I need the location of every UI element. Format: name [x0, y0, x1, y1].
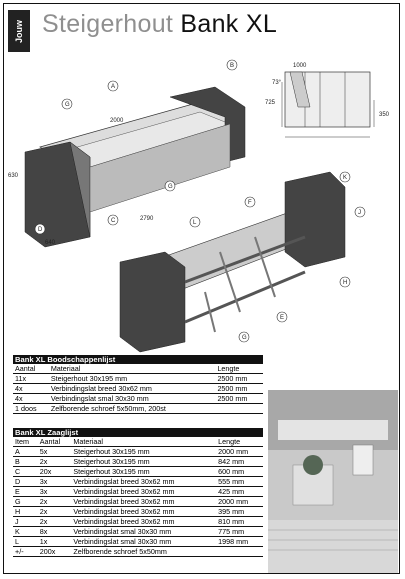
cell: 2000 mm: [216, 497, 263, 507]
cell: +/-: [13, 547, 38, 557]
cell: 2000 mm: [216, 447, 263, 457]
saw-list-table: [13, 428, 263, 557]
bench-frame-drawing: [120, 172, 365, 352]
cell: 11x: [13, 374, 49, 384]
cell: 4x: [13, 394, 49, 404]
table-row: [13, 457, 263, 467]
table-row: [13, 447, 263, 457]
label-l: L: [193, 220, 197, 226]
cell: 3x: [38, 487, 72, 497]
cell: 1x: [38, 537, 72, 547]
cell: 555 mm: [216, 477, 263, 487]
dim-depth: 640: [45, 240, 56, 246]
table-row: [13, 497, 263, 507]
table-row: [13, 374, 263, 384]
cell: 395 mm: [216, 507, 263, 517]
label-c: C: [111, 218, 116, 224]
table-row: [13, 384, 263, 394]
table-row: [13, 404, 263, 414]
shopping-title: Bank XL Boodschappenlijst: [13, 355, 263, 364]
cell: [216, 547, 263, 557]
cell: 4x: [13, 384, 49, 394]
shopping-header-materiaal: Materiaal: [49, 364, 216, 374]
label-k: K: [343, 175, 348, 181]
bench-assembled-drawing: [8, 60, 245, 247]
cell: 5x: [38, 447, 72, 457]
table-row: [13, 517, 263, 527]
cell: D: [13, 477, 38, 487]
cell: Verbindingslat breed 30x62 mm: [49, 384, 216, 394]
title-dark: Bank XL: [180, 10, 278, 38]
cell: Verbindingslat breed 30x62 mm: [71, 487, 216, 497]
table-row: [13, 394, 263, 404]
page-title: [42, 10, 277, 39]
cell: L: [13, 537, 38, 547]
label-e: E: [280, 315, 285, 321]
cell: 2x: [38, 507, 72, 517]
label-j: J: [358, 210, 361, 216]
cell: E: [13, 487, 38, 497]
cell: Steigerhout 30x195 mm: [71, 467, 216, 477]
table-row: [13, 487, 263, 497]
cell: B: [13, 457, 38, 467]
table-row: [13, 477, 263, 487]
cell: 2500 mm: [215, 394, 263, 404]
cell: [215, 404, 263, 414]
bench-photo: [268, 390, 398, 573]
shopping-header-aantal: Aantal: [13, 364, 49, 374]
table-row: [13, 507, 263, 517]
table-row: [13, 467, 263, 477]
table-row: [13, 537, 263, 547]
cell: 8x: [38, 527, 72, 537]
cell: K: [13, 527, 38, 537]
cell: 2500 mm: [215, 374, 263, 384]
saw-header-lengte: Lengte: [216, 437, 263, 447]
cell: 600 mm: [216, 467, 263, 477]
cell: 425 mm: [216, 487, 263, 497]
cell: 775 mm: [216, 527, 263, 537]
cell: A: [13, 447, 38, 457]
dim-top-angle: 73°: [272, 80, 282, 86]
cell: Verbindingslat smal 30x30 mm: [71, 527, 216, 537]
cell: C: [13, 467, 38, 477]
label-f: F: [248, 200, 252, 206]
cell: 20x: [38, 467, 72, 477]
cell: Verbindingslat breed 30x62 mm: [71, 497, 216, 507]
cell: G: [13, 497, 38, 507]
dim-length: 2790: [140, 216, 154, 222]
dim-top-width: 1000: [293, 63, 307, 69]
cell: Verbindingslat smal 30x30 mm: [49, 394, 216, 404]
cell: 842 mm: [216, 457, 263, 467]
title-light: Steigerhout: [42, 10, 174, 38]
cell: Zelfborende schroef 5x50mm, 200st: [49, 404, 216, 414]
cell: 2500 mm: [215, 384, 263, 394]
cell: Zelfborende schroef 5x50mm: [71, 547, 216, 557]
table-row: [13, 527, 263, 537]
cell: H: [13, 507, 38, 517]
saw-header-aantal: Aantal: [38, 437, 72, 447]
label-d: D: [38, 227, 43, 233]
cell: 3x: [38, 477, 72, 487]
dim-top-depth: 350: [379, 112, 390, 118]
cell: 200x: [38, 547, 72, 557]
saw-header-item: Item: [13, 437, 38, 447]
dim-top-height: 725: [265, 100, 276, 106]
saw-title: Bank XL Zaaglijst: [13, 428, 263, 437]
cell: 1998 mm: [216, 537, 263, 547]
cell: 2x: [38, 517, 72, 527]
cell: Steigerhout 30x195 mm: [49, 374, 216, 384]
cell: J: [13, 517, 38, 527]
dim-plank: 2000: [110, 118, 124, 124]
cell: Steigerhout 30x195 mm: [71, 457, 216, 467]
cell: 1 doos: [13, 404, 49, 414]
cell: Verbindingslat breed 30x62 mm: [71, 477, 216, 487]
table-row: [13, 547, 263, 557]
saw-header-materiaal: Materiaal: [71, 437, 216, 447]
shopping-header-lengte: Lengte: [215, 364, 263, 374]
label-a: A: [111, 84, 116, 90]
cell: 2x: [38, 457, 72, 467]
shopping-list-table: [13, 355, 263, 414]
label-g2: G: [168, 184, 173, 190]
cell: Steigerhout 30x195 mm: [71, 447, 216, 457]
logo-text: Jouw: [14, 19, 24, 43]
label-h: H: [343, 280, 348, 286]
bench-drawings: [0, 42, 405, 392]
label-b: B: [230, 63, 235, 69]
cell: Verbindingslat breed 30x62 mm: [71, 517, 216, 527]
dim-left-height: 630: [8, 173, 19, 179]
top-view-drawing: [265, 63, 390, 137]
cell: 810 mm: [216, 517, 263, 527]
cell: Verbindingslat smal 30x30 mm: [71, 537, 216, 547]
cell: Verbindingslat breed 30x62 mm: [71, 507, 216, 517]
cell: 2x: [38, 497, 72, 507]
label-g1: G: [65, 102, 70, 108]
label-g3: G: [242, 335, 247, 341]
